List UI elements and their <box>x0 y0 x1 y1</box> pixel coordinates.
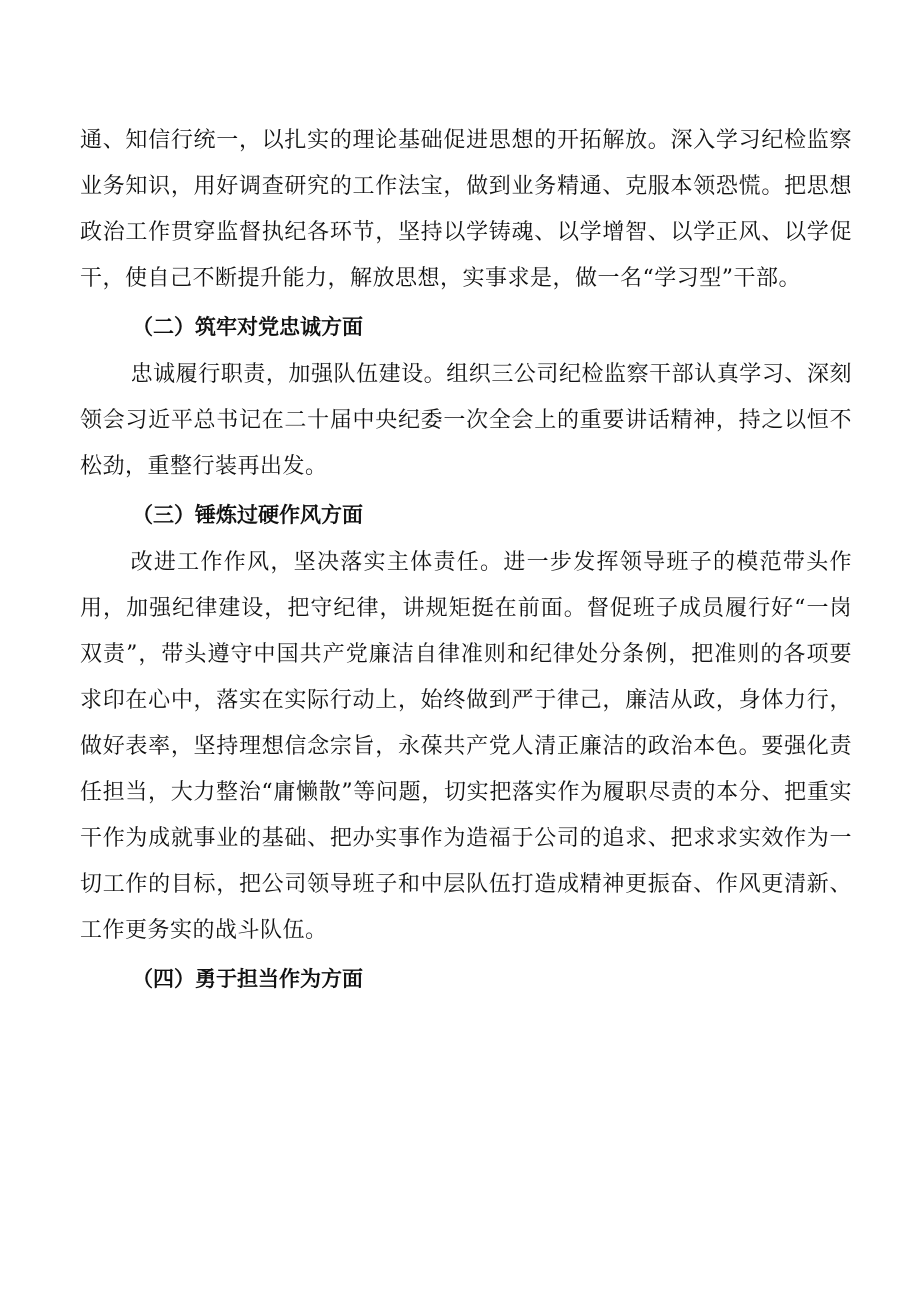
paragraph-work-style: 改进工作作风，坚决落实主体责任。进一步发挥领导班子的模范带头作用，加强纪律建设，把守纪律，讲规矩挺在前面。督促班子成员履行好“一岗双责”，带头遵守中国共产党廉洁自律准则和纪律处分条例，把准则的各项要求印在心中，落实在实际行动上，始终做到严于律己，廉洁从政，身体力行，做好表率，坚持理想信念宗旨，永葆共产党人清正廉洁的政治本色。要强化责任担当，大力整治“庸懒散”等问题，切实把落实作为履职尽责的本分、把重实干作为成就事业的基础、把办实事作为造福于公司的追求、把求求实效作为一切工作的目标，把公司领导班子和中层队伍打造成精神更振奋、作风更清新、工作更务实的战斗队伍。 <box>80 550 852 943</box>
section-heading-4: （四）勇于担当作为方面 <box>132 967 363 991</box>
paragraph-loyalty: 忠诚履行职责，加强队伍建设。组织三公司纪检监察干部认真学习、深刻领会习近平总书记在二十届中央纪委一次全会上的重要讲话精神，持之以恒不松劲，重整行装再出发。 <box>80 362 852 479</box>
section-heading-2: （二）筑牢对党忠诚方面 <box>132 315 363 339</box>
paragraph-continued: 通、知信行统一，以扎实的理论基础促进思想的开拓解放。深入学习纪检监察业务知识，用好调查研究的工作法宝，做到业务精通、克服本领恐慌。把思想政治工作贯穿监督执纪各环节，坚持以学铸魂、以学增智、以学正风、以学促干，使自己不断提升能力，解放思想，实事求是，做一名“学习型”干部。 <box>80 128 852 291</box>
document-body <box>80 118 852 1004</box>
section-heading-3: （三）锤炼过硬作风方面 <box>132 503 363 527</box>
